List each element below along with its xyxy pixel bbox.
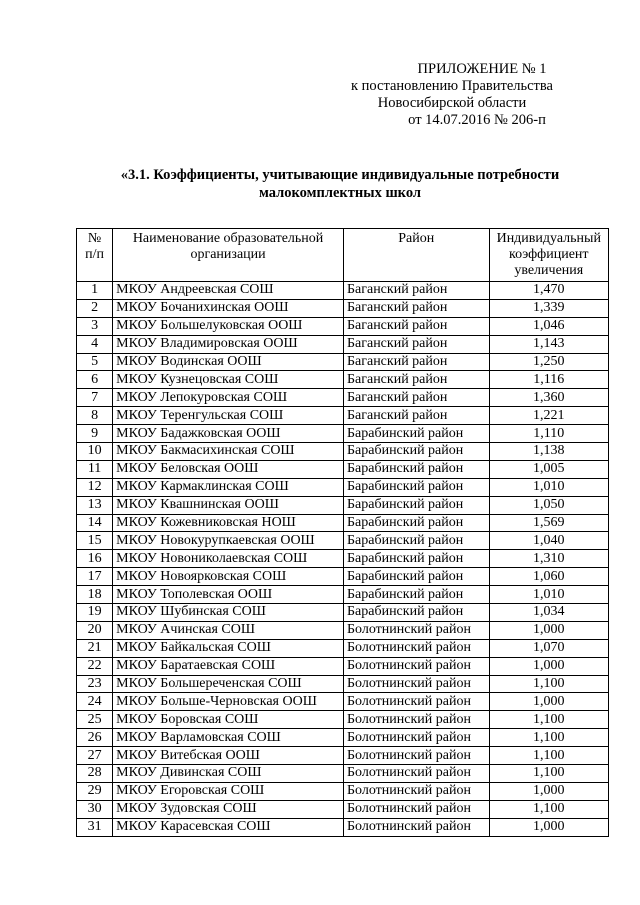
table-row (77, 747, 609, 765)
title-line-2: малокомплектных школ (258, 185, 422, 201)
table-row (77, 496, 609, 514)
table-row (77, 353, 609, 371)
row-number: 15 (77, 532, 113, 550)
table-row (77, 675, 609, 693)
table-body (77, 282, 609, 837)
district-name: Барабинский район (343, 550, 489, 568)
table-row (77, 478, 609, 496)
school-name: МКОУ Зудовская СОШ (113, 800, 344, 818)
row-number: 14 (77, 514, 113, 532)
coefficient-value: 1,310 (489, 550, 608, 568)
table-row (77, 371, 609, 389)
table-row (77, 586, 609, 604)
appendix-number: ПРИЛОЖЕНИЕ № 1 (417, 61, 547, 77)
district-name: Баганский район (343, 353, 489, 371)
table-row (77, 657, 609, 675)
table-row (77, 782, 609, 800)
district-name: Баганский район (343, 371, 489, 389)
header-coef-line3: увеличения (514, 263, 584, 278)
header-coef-line2: коэффициент (508, 247, 589, 262)
school-name: МКОУ Кузнецовская СОШ (113, 371, 344, 389)
appendix-date: от 14.07.2016 № 206-п (408, 112, 546, 128)
coefficient-value: 1,046 (489, 317, 608, 335)
table-row (77, 818, 609, 836)
coefficient-value: 1,000 (489, 782, 608, 800)
table-header (77, 229, 609, 282)
table-row (77, 568, 609, 586)
district-name: Барабинский район (343, 460, 489, 478)
row-number: 7 (77, 389, 113, 407)
school-name: МКОУ Теренгульская СОШ (113, 407, 344, 425)
school-name: МКОУ Бочанихинская ООШ (113, 299, 344, 317)
header-district (343, 229, 489, 282)
coefficient-value: 1,138 (489, 443, 608, 461)
table-row (77, 443, 609, 461)
table-row (77, 407, 609, 425)
school-name: МКОУ Байкальская СОШ (113, 639, 344, 657)
coefficient-value: 1,100 (489, 711, 608, 729)
school-name: МКОУ Шубинская СОШ (113, 604, 344, 622)
coefficient-value: 1,110 (489, 425, 608, 443)
coefficient-value: 1,100 (489, 765, 608, 783)
school-name: МКОУ Лепокуровская СОШ (113, 389, 344, 407)
school-name: МКОУ Дивинская СОШ (113, 765, 344, 783)
table-row (77, 550, 609, 568)
coefficient-value: 1,040 (489, 532, 608, 550)
school-name: МКОУ Баратаевская СОШ (113, 657, 344, 675)
district-name: Болотнинский район (343, 782, 489, 800)
district-name: Болотнинский район (343, 621, 489, 639)
coefficient-value: 1,000 (489, 657, 608, 675)
district-name: Болотнинский район (343, 729, 489, 747)
row-number: 2 (77, 299, 113, 317)
school-name: МКОУ Карасевская СОШ (113, 818, 344, 836)
table-row (77, 800, 609, 818)
school-name: МКОУ Бакмасихинская СОШ (113, 443, 344, 461)
coefficient-value: 1,339 (489, 299, 608, 317)
row-number: 22 (77, 657, 113, 675)
coefficient-value: 1,050 (489, 496, 608, 514)
coefficient-value: 1,116 (489, 371, 608, 389)
row-number: 9 (77, 425, 113, 443)
header-name (113, 229, 344, 282)
school-name: МКОУ Большелуковская ООШ (113, 317, 344, 335)
school-name: МКОУ Тополевская ООШ (113, 586, 344, 604)
table-row (77, 389, 609, 407)
school-name: МКОУ Владимировская ООШ (113, 335, 344, 353)
row-number: 29 (77, 782, 113, 800)
district-name: Барабинский район (343, 532, 489, 550)
title-line-1: «3.1. Коэффициенты, учитывающие индивидуальные потребности (120, 167, 560, 183)
coefficient-value: 1,470 (489, 282, 608, 300)
district-name: Барабинский район (343, 478, 489, 496)
coefficient-value: 1,221 (489, 407, 608, 425)
school-name: МКОУ Квашнинская ООШ (113, 496, 344, 514)
district-name: Болотнинский район (343, 800, 489, 818)
district-name: Баганский район (343, 317, 489, 335)
row-number: 6 (77, 371, 113, 389)
coefficient-value: 1,005 (489, 460, 608, 478)
school-name: МКОУ Больше-Черновская ООШ (113, 693, 344, 711)
row-number: 31 (77, 818, 113, 836)
school-name: МКОУ Новокурупкаевская ООШ (113, 532, 344, 550)
coefficient-value: 1,034 (489, 604, 608, 622)
header-coef-line1: Индивидуальный (496, 231, 601, 246)
coefficient-value: 1,100 (489, 747, 608, 765)
school-name: МКОУ Ачинская СОШ (113, 621, 344, 639)
table-row (77, 711, 609, 729)
coefficient-value: 1,100 (489, 729, 608, 747)
district-name: Баганский район (343, 389, 489, 407)
district-name: Барабинский район (343, 604, 489, 622)
table-row (77, 282, 609, 300)
row-number: 26 (77, 729, 113, 747)
school-name: МКОУ Бадажковская ООШ (113, 425, 344, 443)
table-row (77, 639, 609, 657)
row-number: 25 (77, 711, 113, 729)
district-name: Баганский район (343, 282, 489, 300)
school-name: МКОУ Кармаклинская СОШ (113, 478, 344, 496)
row-number: 28 (77, 765, 113, 783)
header-num-line2: п/п (85, 247, 104, 262)
coefficient-value: 1,010 (489, 478, 608, 496)
district-name: Барабинский район (343, 586, 489, 604)
table-row (77, 514, 609, 532)
table-row (77, 317, 609, 335)
row-number: 23 (77, 675, 113, 693)
district-name: Барабинский район (343, 496, 489, 514)
coefficient-value: 1,143 (489, 335, 608, 353)
district-name: Болотнинский район (343, 693, 489, 711)
coefficient-value: 1,000 (489, 693, 608, 711)
district-name: Болотнинский район (343, 818, 489, 836)
row-number: 17 (77, 568, 113, 586)
document-title (60, 166, 620, 202)
district-name: Болотнинский район (343, 657, 489, 675)
table-row (77, 604, 609, 622)
school-name: МКОУ Новоярковская СОШ (113, 568, 344, 586)
table-row (77, 460, 609, 478)
row-number: 27 (77, 747, 113, 765)
header-num (77, 229, 113, 282)
row-number: 16 (77, 550, 113, 568)
row-number: 10 (77, 443, 113, 461)
appendix-region: Новосибирской области (377, 95, 527, 111)
school-name: МКОУ Андреевская СОШ (113, 282, 344, 300)
district-name: Болотнинский район (343, 711, 489, 729)
school-name: МКОУ Кожевниковская НОШ (113, 514, 344, 532)
coefficients-table (76, 228, 609, 837)
district-name: Болотнинский район (343, 675, 489, 693)
appendix-resolution: к постановлению Правительства (351, 78, 553, 94)
row-number: 13 (77, 496, 113, 514)
school-name: МКОУ Большереченская СОШ (113, 675, 344, 693)
coefficient-value: 1,100 (489, 800, 608, 818)
row-number: 21 (77, 639, 113, 657)
school-name: МКОУ Новониколаевская СОШ (113, 550, 344, 568)
table-row (77, 621, 609, 639)
table-row (77, 693, 609, 711)
table-row (77, 335, 609, 353)
row-number: 20 (77, 621, 113, 639)
row-number: 24 (77, 693, 113, 711)
district-name: Болотнинский район (343, 747, 489, 765)
table-row (77, 425, 609, 443)
header-district-label: Район (398, 231, 435, 246)
district-name: Баганский район (343, 407, 489, 425)
header-name-line1: Наименование образовательной (132, 231, 324, 246)
coefficient-value: 1,070 (489, 639, 608, 657)
school-name: МКОУ Водинская ООШ (113, 353, 344, 371)
row-number: 8 (77, 407, 113, 425)
row-number: 19 (77, 604, 113, 622)
table-row (77, 532, 609, 550)
district-name: Барабинский район (343, 425, 489, 443)
district-name: Барабинский район (343, 568, 489, 586)
row-number: 4 (77, 335, 113, 353)
row-number: 30 (77, 800, 113, 818)
coefficient-value: 1,250 (489, 353, 608, 371)
table-row (77, 729, 609, 747)
school-name: МКОУ Боровская СОШ (113, 711, 344, 729)
district-name: Болотнинский район (343, 765, 489, 783)
row-number: 5 (77, 353, 113, 371)
coefficient-value: 1,060 (489, 568, 608, 586)
coefficient-value: 1,100 (489, 675, 608, 693)
row-number: 1 (77, 282, 113, 300)
district-name: Болотнинский район (343, 639, 489, 657)
table-row (77, 765, 609, 783)
row-number: 11 (77, 460, 113, 478)
header-row (77, 229, 609, 282)
school-name: МКОУ Беловская ООШ (113, 460, 344, 478)
coefficient-value: 1,010 (489, 586, 608, 604)
district-name: Барабинский район (343, 443, 489, 461)
coefficient-value: 1,360 (489, 389, 608, 407)
header-coef (489, 229, 608, 282)
row-number: 18 (77, 586, 113, 604)
row-number: 3 (77, 317, 113, 335)
row-number: 12 (77, 478, 113, 496)
coefficient-value: 1,000 (489, 621, 608, 639)
district-name: Баганский район (343, 335, 489, 353)
header-num-line1: № (87, 231, 102, 246)
school-name: МКОУ Витебская ООШ (113, 747, 344, 765)
school-name: МКОУ Варламовская СОШ (113, 729, 344, 747)
appendix-header (322, 61, 582, 129)
table-row (77, 299, 609, 317)
coefficient-value: 1,569 (489, 514, 608, 532)
coefficient-value: 1,000 (489, 818, 608, 836)
header-name-line2: организации (190, 247, 266, 262)
district-name: Баганский район (343, 299, 489, 317)
district-name: Барабинский район (343, 514, 489, 532)
school-name: МКОУ Егоровская СОШ (113, 782, 344, 800)
